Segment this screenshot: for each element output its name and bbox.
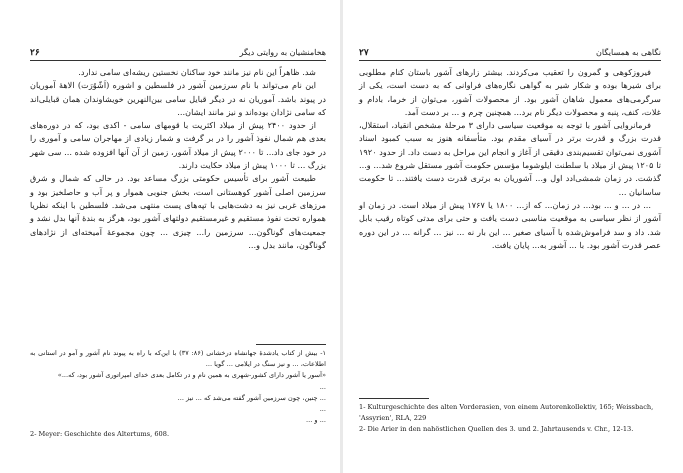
- footnote-line: 1- Kulturgeschichte des alten Vorderasien, von einem Autorenkollektiv, 165; Weissbach, 'Assyrien', RLA, 229: [359, 403, 654, 423]
- paragraph: از حدود ۲۴۰۰ پیش از میلاد اکثریت با قومهای سامی - اکدی بود، که در دوره‌های بعدی هم شمال نفوذ آشور را در بر گرفت و شمار زیادی از مهاجران سامی و آموری را در خود جای داد... تا ۲۰۰۰ پیش از میلاد آشور، زمین از آن آنها افزوده شده ... سی شهر بزرگ ... تا ۱۰۰۰ پیش از میلاد حکایت دارند.: [30, 120, 326, 171]
- footnote-line: ۱- بیش از کتاب یادشدۀ جهانشاه درخشانی (۸۶: ۳۷) با این‌که با راه به پیوند نام آشور و آمو در استانی به اطلاعات، ... و نیز سنگ در ایلامی ... گویا ...: [30, 349, 326, 369]
- footnote-line: 2- Die Arier in den nahöstlichen Quellen des 3. und 2. Jahrtausends v. Chr., 12-13.: [359, 425, 634, 434]
- left-page-body: [30, 66, 326, 252]
- footnote-line: ...: [319, 382, 326, 391]
- paragraph: ... در ... و ... بود... در زمان... که از... ۱۸۰۰ یا ۱۷۶۷ پیش از میلاد است. در زمان او آشور از نظر سیاسی به موقعیت مناسبی دست یافت و حتی برای مدتی کوتاه رقیب بابل شد. داد و سد فراموش‌شده با آسیای صغیر ... این بار نه ... نیز ... گرانه ... در این دوره عصر قدرت آشور بود. با ... آشور به... پایان یافت.: [359, 199, 661, 250]
- paragraph: فرمانروایی آشور با توجه به موقعیت سیاسی دارای ۳ مرحلۀ مشخص انقیاد، استقلال، قدرت بزرگ و قدرت برتر در آسیای مقدم بود. متأسفانه هنوز به سبب کمبود اسناد آشوری نمی‌توان تقسیم‌بندی دقیقی از آغاز و انجام این مراحل به دست داد. از حدود ۱۹۲۰ تا ۱۲۰۵ پیش از میلاد با سلطنت ایلوشوما مؤسس حکومت آشور مستقل شروع شد... و... گذشت. در زمان شمشی‌ادد اول و... آشوریان به برتری قدرت دست یافتند... تا حکومت ساسانیان ...: [359, 120, 661, 197]
- paragraph: طبیعت آشور برای تأسیس حکومتی بزرگ مساعد بود. در حالی که شمال و شرق سرزمین اصلی آشور کوهستانی است، بخش جنوبی هموار و پر آب و حاصلخیز بود و مرزهای غربی نیز به دشت‌هایی با تپه‌های پست منتهی می‌شد. فلسطین با اینکه نظریا همواره تحت نفوذ مستقیم و غیرمستقیم دولتهای آشور بود، هرگز به بندۀ آنها بدل نشد و جمعیت‌های گوناگون... سرزمین را... چیزی ... چون مجموعۀ آمیخته‌ای از نژادهای گوناگون، مانند بدل و...: [30, 173, 326, 250]
- running-title: هخامنشیان به روایتی دیگر: [239, 48, 326, 57]
- page-number: ۲۶: [30, 48, 40, 58]
- paragraph: این نام می‌تواند با نام سرزمین آشور در فلسطین و اشوره (اَشّوُرَت) الاهۀ آموریان در پیوند باشد. آموریان نه در دیگر قبایل سامی بین‌النهرین خویشاوندان همان قبایلی‌اند که سامی نژادان بوده‌اند و نیز مانند ایشان...: [30, 80, 326, 117]
- left-page: [0, 0, 340, 473]
- footnote-line: «آسور یا آشور دارای کشور-شهری به همین نام و در تکامل بعدی خدای امپراتوری آشور بود، که...»: [57, 371, 326, 380]
- footnote-separator: [256, 344, 326, 345]
- footnote-separator: [359, 398, 429, 399]
- right-page-header: [359, 46, 661, 61]
- paragraph: فیروزکوهی و گمرون را تعقیب می‌کردند. بیشتر زارهای آشور باستان کنام مطلوبی برای شیرها بوده و شکار شیر به گواهی نگاره‌های فراوانی که به دست است، یکی از سرگرمی‌های معمول شاهان آشور بود. از محصولات آشور، می‌توان از خرما، بادام و غلات، کنف، پنبه و محصولات دیگر نام برد... همچنین چرم و ... بر دست آمد.: [359, 67, 661, 117]
- footnote-line: ... چنین، چون سرزمین آشور گفته می‌شد که ... نیز ...: [177, 393, 326, 402]
- footnote-line: 2- Meyer: Geschichte des Altertums, 608.: [30, 430, 170, 438]
- footnote-line: ...: [319, 405, 326, 414]
- footnotes-latin: [30, 429, 326, 440]
- paragraph: شد. ظاهراً این نام نیز مانند خود ساکنان نخستین ریشه‌ای سامی ندارد.: [78, 67, 316, 77]
- page-number: ۲۷: [359, 48, 369, 58]
- right-page-body: [359, 66, 661, 252]
- left-page-header: [30, 46, 326, 61]
- running-title: نگاهی به همسایگان: [596, 48, 661, 57]
- footnote-line: ... و ...: [306, 416, 326, 425]
- footnotes-persian: [30, 348, 326, 426]
- footnotes-latin: [359, 402, 661, 436]
- right-page: [343, 0, 683, 473]
